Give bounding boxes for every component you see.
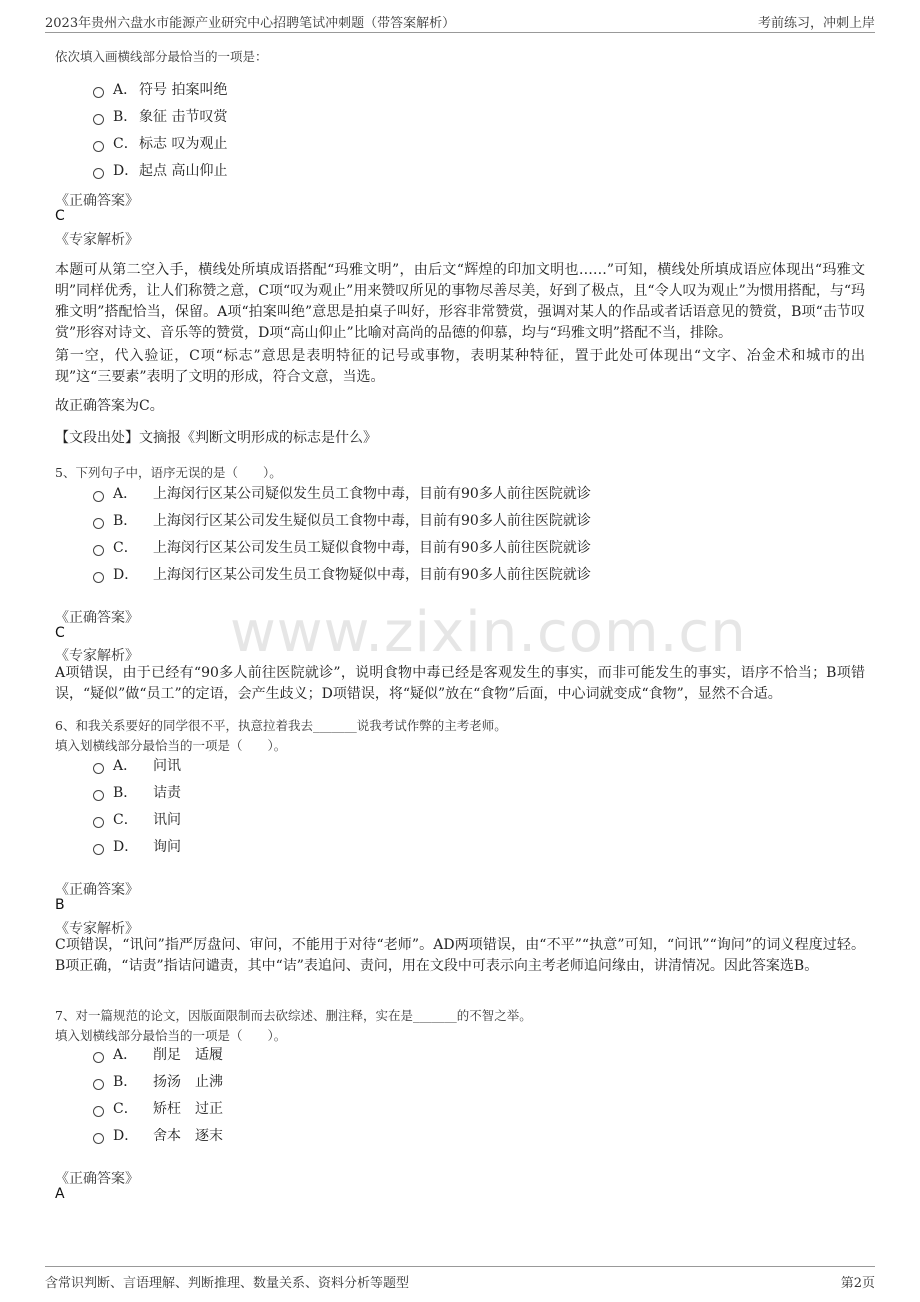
q6-option-c[interactable]: C． 讯问 <box>93 810 181 830</box>
q6-option-b[interactable]: B． 诘责 <box>93 783 181 803</box>
q6-option-d[interactable]: D． 询问 <box>93 837 181 857</box>
radio-icon[interactable] <box>93 1106 104 1117</box>
radio-icon[interactable] <box>93 87 104 98</box>
radio-icon[interactable] <box>93 817 104 828</box>
q7-option-a[interactable]: A． 削足 适履 <box>93 1045 223 1065</box>
q4-analysis-p2: 第一空，代入验证，C项“标志”意思是表明特征的记号或事物，表明某种特征，置于此处可体现出“文字、冶金术和城市的出现”这“三要素”表明了文明的形成，符合文意，当选。 <box>55 348 865 385</box>
radio-icon[interactable] <box>93 844 104 855</box>
q4-option-d[interactable]: D．起点 高山仰止 <box>93 161 227 181</box>
radio-icon[interactable] <box>93 1079 104 1090</box>
q4-source: 【文段出处】文摘报《判断文明形成的标志是什么》 <box>55 430 377 446</box>
radio-icon[interactable] <box>93 114 104 125</box>
q5-option-c[interactable]: C． 上海闵行区某公司发生员工疑似食物中毒，目前有90多人前往医院就诊 <box>93 538 591 558</box>
radio-icon[interactable] <box>93 790 104 801</box>
q4-analysis-p1: 本题可从第二空入手，横线处所填成语搭配“玛雅文明”，由后文“辉煌的印加文明也……”可知，横线处所填成语应体现出“玛雅文明”同样优秀，让人们称赞之意，C项“叹为观止”用来赞叹所见的事物尽善尽美，好到了极点，且“令人叹为观止”为惯用搭配，与“玛雅文明”搭配恰当，保留。A项“拍案叫绝”意思是拍桌子叫好，形容非常赞赏，强调对某人的作品或者话语意见的赞赏，B项“击节叹赏”形容对诗文、音乐等的赞赏，D项“高山仰止”比喻对高尚的品德的仰慕，均与“玛雅文明”搭配不当，排除。 <box>55 262 865 341</box>
q5-option-a[interactable]: A． 上海闵行区某公司疑似发生员工食物中毒，目前有90多人前往医院就诊 <box>93 484 591 504</box>
watermark: www.zixin.com.cn <box>230 600 747 665</box>
page-header <box>45 10 875 33</box>
q6-prompt: 6、和我关系要好的同学很不平，执意拉着我去_______说我考试作弊的主考老师。 <box>55 718 507 733</box>
radio-icon[interactable] <box>93 763 104 774</box>
q6-answer: B <box>55 897 65 913</box>
q5-answer-label: 《正确答案》 <box>55 610 139 626</box>
q6-sub: 填入划横线部分最恰当的一项是（ ）。 <box>55 738 287 753</box>
radio-icon[interactable] <box>93 141 104 152</box>
q5-analysis-label: 《专家解析》 <box>55 648 139 664</box>
q5-prompt: 5、下列句子中，语序无误的是（ ）。 <box>55 465 282 480</box>
q7-answer-label: 《正确答案》 <box>55 1171 139 1187</box>
radio-icon[interactable] <box>93 518 104 529</box>
q4-option-b[interactable]: B． 象征 击节叹赏 <box>93 107 227 127</box>
q4-prompt: 依次填入画横线部分最恰当的一项是： <box>55 49 268 64</box>
q6-analysis-label: 《专家解析》 <box>55 921 139 937</box>
radio-icon[interactable] <box>93 168 104 179</box>
q7-option-c[interactable]: C． 矫枉 过正 <box>93 1099 223 1119</box>
q5-option-b[interactable]: B． 上海闵行区某公司发生疑似员工食物中毒，目前有90多人前往医院就诊 <box>93 511 591 531</box>
q7-prompt: 7、对一篇规范的论文，因版面限制而去砍综述、删注释，实在是_______的不智之举。 <box>55 1008 532 1023</box>
page-footer <box>45 1266 875 1291</box>
q7-option-b[interactable]: B． 扬汤 止沸 <box>93 1072 223 1092</box>
radio-icon[interactable] <box>93 1052 104 1063</box>
q7-answer: A <box>55 1186 65 1202</box>
q5-option-d[interactable]: D． 上海闵行区某公司发生员工食物疑似中毒，目前有90多人前往医院就诊 <box>93 565 591 585</box>
radio-icon[interactable] <box>93 572 104 583</box>
q6-option-a[interactable]: A． 问讯 <box>93 756 181 776</box>
header-title: 2023年贵州六盘水市能源产业研究中心招聘笔试冲刺题（带答案解析） <box>45 16 456 31</box>
q5-answer: C <box>55 625 65 641</box>
radio-icon[interactable] <box>93 491 104 502</box>
footer-text: 含常识判断、言语理解、判断推理、数量关系、资料分析等题型 <box>45 1276 410 1291</box>
q7-option-d[interactable]: D． 舍本 逐末 <box>93 1126 223 1146</box>
q7-sub: 填入划横线部分最恰当的一项是（ ）。 <box>55 1028 287 1043</box>
header-slogan: 考前练习，冲刺上岸 <box>757 16 875 31</box>
radio-icon[interactable] <box>93 545 104 556</box>
q4-answer-label: 《正确答案》 <box>55 193 139 209</box>
q4-answer: C <box>55 208 65 224</box>
page-number: 第2页 <box>840 1276 875 1291</box>
radio-icon[interactable] <box>93 1133 104 1144</box>
q6-analysis: C项错误，“讯问”指严厉盘问、审问，不能用于对待“老师”。AD两项错误，由“不平”“执意”可知，“问讯”“询问”的词义程度过轻。B项正确，“诘责”指诘问谴责，其中“诘”表追问、责问，用在文段中可表示向主考老师追问缘由，讲清情况。因此答案选B。 <box>55 937 865 974</box>
q4-option-a[interactable]: A． 符号 拍案叫绝 <box>93 80 227 100</box>
q4-option-c[interactable]: C．标志 叹为观止 <box>93 134 227 154</box>
q4-analysis-label: 《专家解析》 <box>55 232 139 248</box>
q6-answer-label: 《正确答案》 <box>55 882 139 898</box>
q4-analysis-p3: 故正确答案为C。 <box>55 398 164 414</box>
q5-analysis: A项错误，由于已经有“90多人前往医院就诊”，说明食物中毒已经是客观发生的事实，而非可能发生的事实，语序不恰当；B项错误，“疑似”做“员工”的定语，会产生歧义；D项错误，将“疑似”放在“食物”后面，中心词就变成“食物”，显然不合适。 <box>55 665 865 702</box>
